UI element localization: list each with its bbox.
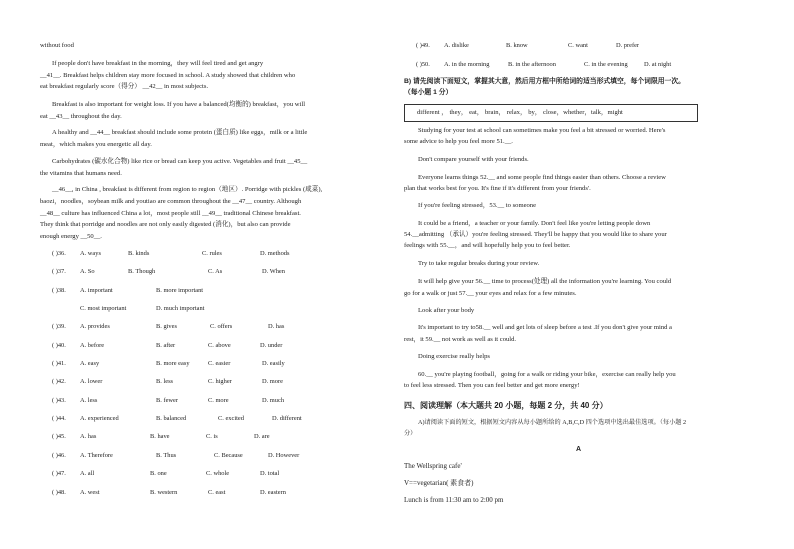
text-line: A healthy and __44__ breakfast should include some protein (蛋白质) like eggs，milk or a little: [52, 129, 308, 136]
cafe-name: The Wellspring cafe': [404, 462, 462, 470]
option-d: D. total: [260, 470, 280, 477]
option-c: C. in the evening: [584, 61, 628, 68]
option-c: C. higher: [208, 378, 232, 385]
text-line: __46__, in China , breakfast is different from region to region（地区）. Porridge with pickles (咸菜),: [52, 186, 323, 193]
text-line: Breakfast is also important for weight loss. If you have a balanced(均衡的) breakfast，you will: [52, 101, 306, 108]
option-c: C. most important: [80, 305, 127, 312]
option-b: B. balanced: [156, 415, 187, 422]
option-a: A. in the morning: [444, 61, 490, 68]
question-number: ( )39.: [52, 323, 66, 330]
text-line: enough energy __50__.: [40, 233, 102, 240]
section-b-title: B) 请先阅读下面短文，掌握其大意，然后用方框中所给词的适当形式填空，每个词限用一次。: [404, 78, 685, 85]
option-d: D. prefer: [616, 42, 640, 49]
option-b: B. fewer: [156, 397, 179, 404]
text-line: If people don't have breakfast in the morning，they will feel tired and get angry: [52, 60, 264, 67]
text-line: __48__ culture has influenced China a lot，most people still __49__ traditional Chinese breakfast.: [40, 210, 301, 217]
option-b: B. Thus: [156, 452, 177, 459]
text-line: the vitamins that humans need.: [40, 170, 122, 177]
option-b: B. kinds: [128, 250, 150, 257]
text-line: It will help give your 56.__ time to process(处理) all the information you're learning. You could: [418, 278, 672, 285]
section-4-instruction-cont: 分）: [404, 430, 417, 437]
question-number: ( )45.: [52, 433, 66, 440]
text-line: rest，it 59.__ not work as well as it could.: [404, 336, 517, 343]
text-line: some advice to help you feel more 51.__.: [404, 138, 513, 145]
passage-letter: A: [576, 446, 582, 453]
text-line: eat breakfast regularly score（得分） __42__ in most subjects.: [40, 83, 209, 90]
text-line: It could be a friend，a teacher or your family. Don't feel like you're letting people down: [418, 220, 651, 227]
option-a: A. experienced: [80, 415, 119, 422]
question-number: ( )46.: [52, 452, 66, 459]
option-a: A. all: [80, 470, 95, 477]
question-number: ( )44.: [52, 415, 66, 422]
option-b: B. western: [150, 489, 178, 496]
option-d: D. at night: [644, 61, 672, 68]
option-b: B. less: [156, 378, 174, 385]
option-a: A. dislike: [444, 42, 469, 49]
text-line: 60.__ you're playing football，going for a walk or riding your bike，exercise can really help you: [418, 371, 676, 378]
text-line: It's important to try to58.__ well and get lots of sleep before a test .If you don't give your mind a: [418, 324, 672, 331]
text-line: Studying for your test at school can sometimes make you feel a bit stressed or worried. Here's: [418, 127, 666, 134]
question-number: ( )41.: [52, 360, 66, 367]
option-a: A. ways: [80, 250, 101, 257]
option-d: D. has: [268, 323, 285, 330]
option-d: D. different: [272, 415, 302, 422]
option-c: C. easier: [208, 360, 231, 367]
option-d: D. much important: [156, 305, 205, 312]
text-line: baozi，noodles，soybean milk and youtiao are common throughout the __47__ country. Although: [40, 198, 302, 205]
question-number: ( )49.: [416, 42, 430, 49]
option-a: A. before: [80, 342, 105, 349]
text-line: Don't compare yourself with your friends.: [418, 156, 529, 163]
text-line: go for a walk or just 57.__ your eyes and relax for a few minutes.: [404, 290, 577, 297]
option-d: D. methods: [260, 250, 290, 257]
option-a: A. important: [80, 287, 113, 294]
option-a: A. Therefore: [80, 452, 113, 459]
option-a: A. So: [80, 268, 95, 275]
question-number: ( )48.: [52, 489, 66, 496]
option-d: D. much: [262, 397, 285, 404]
option-a: A. provides: [80, 323, 110, 330]
text-line: Look after your body: [418, 307, 475, 314]
text-line: meat，which makes you energetic all day.: [40, 141, 152, 148]
word-box: [404, 104, 698, 122]
option-b: B. in the afternoon: [508, 61, 556, 68]
option-a: A. lower: [80, 378, 103, 385]
option-b: B. Though: [128, 268, 156, 275]
cafe-legend: V==vegetarian( 素食者): [404, 479, 474, 487]
option-a: A. easy: [80, 360, 100, 367]
question-number: ( )36.: [52, 250, 66, 257]
option-a: A. west: [80, 489, 100, 496]
option-c: C. whole: [206, 470, 230, 477]
option-c: C. above: [208, 342, 231, 349]
text-line: 54.__admitting （承认）you're feeling stressed. They'll be happy that you would like to share your: [404, 231, 667, 238]
option-c: C. excited: [218, 415, 244, 422]
option-d: D. However: [268, 452, 300, 459]
text-line: Carbohydrates (碳水化合物) like rice or bread can keep you active. Vegetables and fruit __45__: [52, 158, 308, 165]
text-line: eat __43__ throughout the day.: [40, 113, 122, 120]
option-c: C. offers: [210, 323, 233, 330]
text-line: __41__. Breakfast helps children stay more focused in school. A study showed that children who: [40, 72, 296, 79]
text-line: to feel less stressed. Then you can feel better and get more energy!: [404, 382, 580, 389]
question-number: ( )42.: [52, 378, 66, 385]
question-number: ( )40.: [52, 342, 66, 349]
option-b: B. gives: [156, 323, 177, 330]
option-c: C. As: [208, 268, 223, 275]
text-line: Everyone learns things 52.__ and some people find things easier than others. Choose a review: [418, 174, 666, 181]
option-b: B. one: [150, 470, 167, 477]
option-d: D. easily: [262, 360, 285, 367]
option-a: A. less: [80, 397, 98, 404]
text-line: without food: [40, 42, 74, 49]
option-b: B. after: [156, 342, 176, 349]
text-line: feelings with 55.__，and will hopefully help you to feel better.: [404, 242, 571, 249]
question-number: ( )38.: [52, 287, 66, 294]
option-a: A. has: [80, 433, 97, 440]
cafe-lunch-hours: Lunch is from 11:30 am to 2:00 pm: [404, 496, 504, 504]
option-c: C. is: [206, 433, 218, 440]
question-number: ( )37.: [52, 268, 66, 275]
section-4-instruction: A)请阅读下面的短文，根据短文内容从每小题所给的 A,B,C,D 四个选项中选出最佳选项。（每小题 2: [418, 419, 687, 426]
option-d: D. are: [254, 433, 270, 440]
option-c: C. want: [568, 42, 588, 49]
option-d: D. under: [260, 342, 283, 349]
text-line: If you're feeling stressed，53.__ to someone: [418, 202, 537, 209]
question-number: ( )50.: [416, 61, 430, 68]
text-line: plan that works best for you. It's fine if it's different from your friends'.: [404, 185, 591, 192]
question-number: ( )47.: [52, 470, 66, 477]
option-b: B. more easy: [156, 360, 190, 367]
word-box-text: different ， they， eat， brain， relax， by， close，whether，talk，might: [417, 109, 623, 116]
text-line: They think that porridge and noodles are not only easily digested (消化)，but also can provide: [40, 221, 291, 228]
option-d: D. more: [262, 378, 283, 385]
option-c: C. Because: [214, 452, 243, 459]
option-c: C. east: [208, 489, 226, 496]
section-b-subtitle: （每小题 1 分）: [404, 89, 453, 96]
text-line: Try to take regular breaks during your review.: [418, 260, 540, 267]
option-b: B. have: [150, 433, 170, 440]
option-b: B. more important: [156, 287, 204, 294]
option-b: B. know: [506, 42, 528, 49]
text-line: Doing exercise really helps: [418, 353, 490, 360]
option-d: D. When: [262, 268, 285, 275]
question-number: ( )43.: [52, 397, 66, 404]
option-c: C. rules: [202, 250, 222, 257]
option-c: C. more: [208, 397, 229, 404]
option-d: D. eastern: [260, 489, 286, 496]
section-4-title: 四、阅读理解（本大题共 20 小题，每题 2 分，共 40 分）: [404, 401, 608, 410]
